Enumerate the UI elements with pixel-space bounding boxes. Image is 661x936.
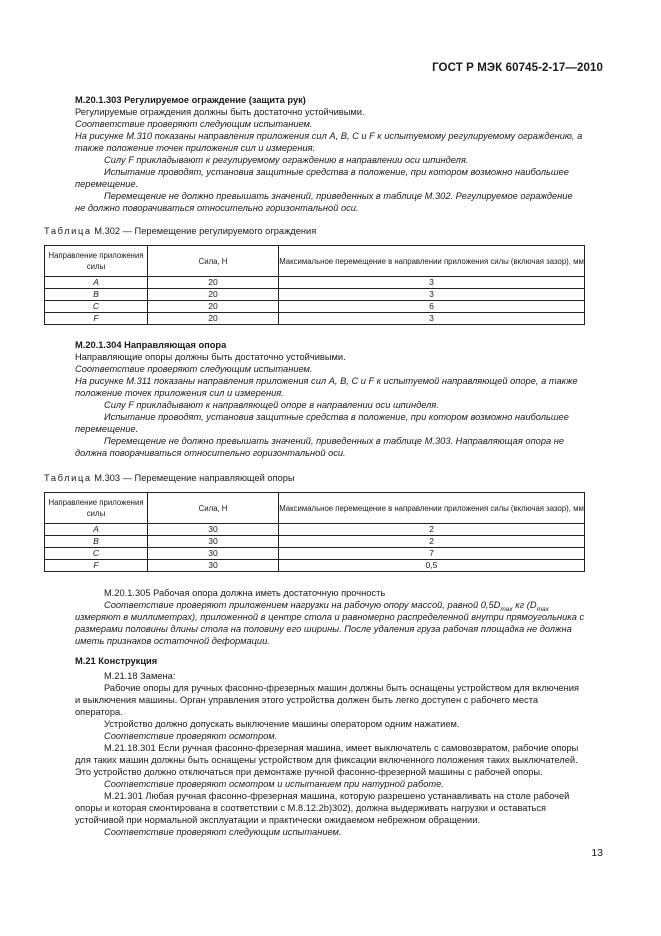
table-header-cell: Максимальное перемещение в направлении приложения силы (включая зазор), мм [279,493,585,524]
paragraph: Устройство должно допускать выключение машины оператором одним нажатием. [104,719,460,729]
table-cell: 0,5 [279,560,585,572]
table-cell: 7 [279,548,585,560]
table-cell: B [45,536,148,548]
table-header-cell: Направление приложения силы [45,246,148,277]
paragraph: М.20.1.305 Рабочая опора должна иметь достаточную прочность [104,588,386,598]
table-cell: 30 [148,524,279,536]
page-number: 13 [591,847,603,859]
compliance-note: Соответствие проверяют осмотром и испытанием при натурной работе. [104,779,444,789]
paragraph: М.21.18 Замена: [104,671,176,681]
table-cell: 30 [148,560,279,572]
table-caption-text: М.303 — Перемещение направляющей опоры [91,473,295,483]
section-heading: М.20.1.304 Направляющая опора [75,340,227,350]
table-cell: 30 [148,536,279,548]
paragraph: Силу F прикладывают к направляющей опоре в направлении оси шпинделя. [104,400,439,410]
table-caption [44,473,295,483]
table-cell: C [45,301,148,313]
section-m20-1-303 [75,94,585,214]
text-run: Соответствие проверяют приложением нагрузки на рабочую опору массой, равной 0,5D [104,600,501,610]
standard-code: ГОСТ Р МЭК 60745-2-17—2010 [432,62,603,74]
paragraph: М.21.18.301 Если ручная фасонно-фрезерная машина, имеет выключатель с самовозвратом, рабочие опоры для таких машин должны быть оснащены устройством для фиксации включенного положения таких выключателей. Это устройство должно отключаться при демонтаже ручной фасонно-фрезерной машины с рабочей опоры. [75,743,579,777]
table-caption-prefix: Таблица [44,226,92,236]
table-row [45,301,585,313]
table-cell: F [45,560,148,572]
table-cell: A [45,277,148,289]
table-cell: 3 [279,313,585,325]
paragraph: Силу F прикладывают к регулируемому ограждению в направлении оси шпинделя. [104,155,469,165]
table-caption [44,226,316,236]
section-m20-1-305 [75,587,585,647]
paragraph: На рисунке М.310 показаны направления приложения сил A, B, C и F к испытуемому регулируемому ограждению, а также положение точек приложения сил и измерения. [75,131,583,153]
text-run: кг (D [512,600,537,610]
table-header-cell: Направление приложения силы [45,493,148,524]
table-caption-prefix: Таблица [44,473,92,483]
paragraph: Перемещение не должно превышать значений, приведенных в таблице М.302. Регулируемое ограждение не должно поворачиваться относительно горизонтальной оси. [75,191,573,213]
table-row [45,277,585,289]
table-header-cell: Сила, Н [148,493,279,524]
paragraph: Перемещение не должно превышать значений, приведенных в таблице М.303. Направляющая опора не должна поворачиваться относительно горизонтальной оси. [75,436,565,458]
table-cell: 3 [279,277,585,289]
table-cell: F [45,313,148,325]
paragraph: Направляющие опоры должны быть достаточно устойчивыми. [75,352,346,362]
table-row [45,560,585,572]
table-cell: C [45,548,148,560]
paragraph: Регулируемые ограждения должны быть достаточно устойчивыми. [75,107,365,117]
table-cell: B [45,289,148,301]
compliance-note: Соответствие проверяют следующим испытанием. [104,827,342,837]
table-row [45,536,585,548]
table-row [45,524,585,536]
section-m20-1-304 [75,339,585,459]
table-cell: 20 [148,277,279,289]
compliance-note: Соответствие проверяют следующим испытанием. [75,364,313,374]
text-run: измеряют в миллиметрах), приложенной в центре стола и равномерно распределенной внутри прямоугольника с размерами половины длины стола на половину его ширины. После удаления груза рабочая площадка не должна иметь признаков остаточной деформации. [75,612,585,646]
table-cell: 20 [148,289,279,301]
table-cell: 2 [279,524,585,536]
paragraph: Испытание проводят, установив защитные средства в положение, при котором возможно наибольшее перемещение. [75,412,569,434]
section-m21 [75,655,585,838]
table-cell: A [45,524,148,536]
table-header-cell: Максимальное перемещение в направлении приложения силы (включая зазор), мм [279,246,585,277]
table-cell: 30 [148,548,279,560]
table-m303 [44,492,585,572]
table-cell: 20 [148,313,279,325]
table-caption-text: М.302 — Перемещение регулируемого ограждения [91,226,317,236]
section-heading: М.21 Конструкция [75,656,158,666]
table-row [45,313,585,325]
table-cell: 20 [148,301,279,313]
paragraph: М.21.301 Любая ручная фасонно-фрезерная машина, которую разрешено устанавливать на столе рабочей опоры и которая смонтирована в соответствии с М.8.12.2b)302), должна выдерживать нагрузки и оставаться устойчивой при нормальной эксплуатации и практически ожидаемом небрежном обращении. [75,791,570,825]
compliance-note: Соответствие проверяют следующим испытанием. [75,119,313,129]
subscript: max [536,605,549,613]
table-cell: 6 [279,301,585,313]
paragraph: Испытание проводят, установив защитные средства в положение, при котором возможно наибольшее перемещение. [75,167,569,189]
table-row [45,289,585,301]
compliance-note [75,599,585,647]
subscript: max [500,605,513,613]
paragraph: На рисунке М.311 показаны направления приложения сил A, B, C и F к испытуемой направляющей опоре, а также положение точек приложения сил и измерения. [75,376,578,398]
table-cell: 3 [279,289,585,301]
table-row [45,548,585,560]
compliance-note: Соответствие проверяют осмотром. [104,731,278,741]
table-cell: 2 [279,536,585,548]
table-m302 [44,245,585,325]
table-header-cell: Сила, Н [148,246,279,277]
paragraph: Рабочие опоры для ручных фасонно-фрезерных машин должны быть оснащены устройством для включения и выключения машины. Орган управления этого устройства должен быть легко доступен с рабочего места оператора. [75,683,579,717]
section-heading: М.20.1.303 Регулируемое ограждение (защита рук) [75,95,306,105]
